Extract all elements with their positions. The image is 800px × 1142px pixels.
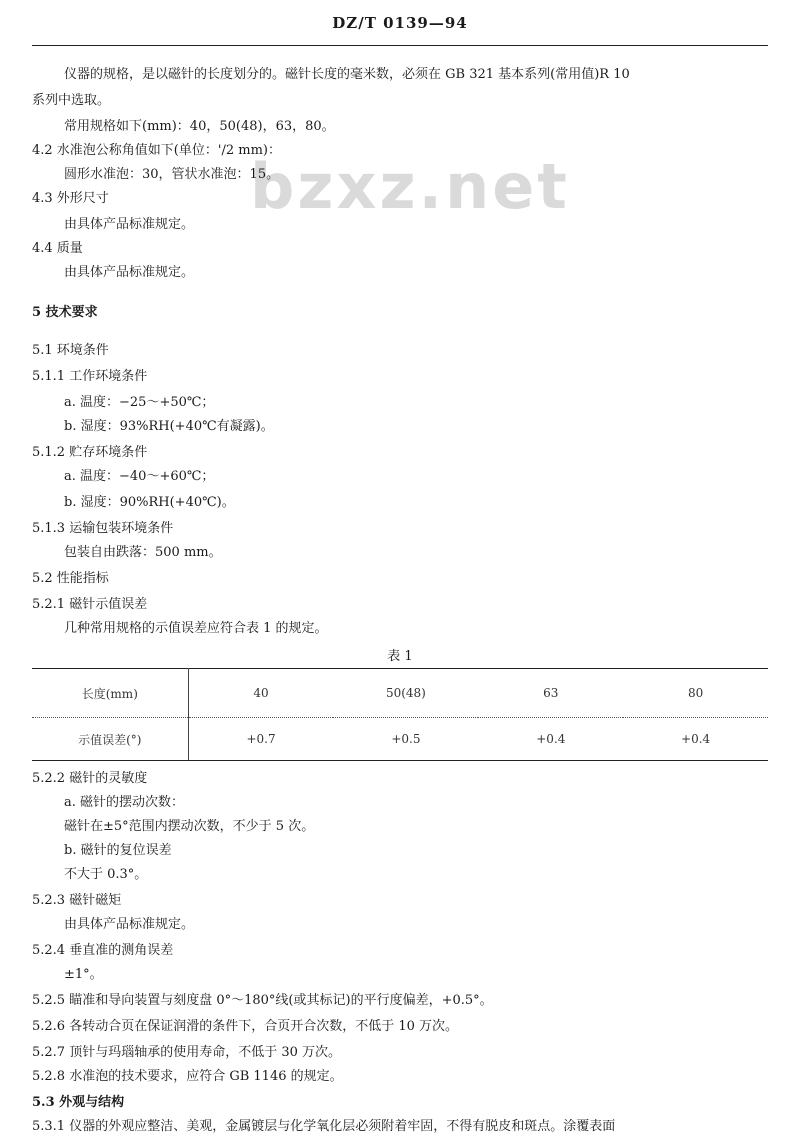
para-line: 磁针在±5°范围内摆动次数，不少于 5 次。 <box>64 819 315 834</box>
table-cell: +0.7 <box>188 718 333 761</box>
watermark: bzxz.net <box>250 150 570 223</box>
list-item: a. 温度：−25～+50℃； <box>64 395 215 410</box>
table-cell: 80 <box>623 669 768 718</box>
list-item: b. 磁针的复位误差 <box>64 843 172 858</box>
section-5-2-7: 5.2.7 顶针与玛瑙轴承的使用寿命，不低于 30 万次。 <box>32 1045 342 1060</box>
para-line: 由具体产品标准规定。 <box>64 265 195 280</box>
table-cell: 63 <box>478 669 623 718</box>
list-item: b. 湿度：90%RH(+40℃)。 <box>64 495 235 510</box>
section-5-2: 5.2 性能指标 <box>32 571 109 586</box>
table-cell: +0.5 <box>333 718 478 761</box>
section-4-4: 4.4 质量 <box>32 241 83 256</box>
para-line: 圆形水准泡：30，管状水准泡：15。 <box>64 167 280 182</box>
standard-code-header: DZ/T 0139—94 <box>332 14 468 32</box>
para-line: 仪器的规格，是以磁针的长度划分的。磁针长度的毫米数，必须在 GB 321 基本系列(常用值)R 10 <box>64 67 630 82</box>
section-5-1-2: 5.1.2 贮存环境条件 <box>32 445 148 460</box>
table-cell: +0.4 <box>478 718 623 761</box>
table-cell: +0.4 <box>623 718 768 761</box>
para-line: 不大于 0.3°。 <box>64 867 148 882</box>
table-header-cell: 示值误差(°) <box>32 718 188 761</box>
table-row <box>32 669 768 718</box>
para-line: 由具体产品标准规定。 <box>64 917 195 932</box>
section-5-3: 5.3 外观与结构 <box>32 1095 125 1110</box>
para-line: 由具体产品标准规定。 <box>64 217 195 232</box>
list-item: b. 湿度：93%RH(+40℃有凝露)。 <box>64 419 274 434</box>
section-5-1: 5.1 环境条件 <box>32 343 109 358</box>
section-5-2-2: 5.2.2 磁针的灵敏度 <box>32 771 148 786</box>
section-5: 5 技术要求 <box>32 305 98 320</box>
para-line: ±1°。 <box>64 967 103 982</box>
section-5-2-3: 5.2.3 磁针磁矩 <box>32 893 122 908</box>
data-table <box>32 668 768 761</box>
table-header-cell: 长度(mm) <box>32 669 188 718</box>
header-rule <box>32 45 768 46</box>
section-5-2-1: 5.2.1 磁针示值误差 <box>32 597 148 612</box>
section-5-3-1: 5.3.1 仪器的外观应整洁、美观，金属镀层与化学氧化层必须附着牢固，不得有脱皮和斑点。涂覆表面 <box>32 1119 616 1134</box>
section-5-2-8: 5.2.8 水准泡的技术要求，应符合 GB 1146 的规定。 <box>32 1069 343 1084</box>
section-4-2: 4.2 水准泡公称角值如下(单位：'/2 mm)： <box>32 143 281 158</box>
para-line: 包装自由跌落：500 mm。 <box>64 545 222 560</box>
table-cell: 40 <box>188 669 333 718</box>
list-item: a. 温度：−40～+60℃； <box>64 469 215 484</box>
section-5-2-6: 5.2.6 各转动合页在保证润滑的条件下，合页开合次数，不低于 10 万次。 <box>32 1019 459 1034</box>
table-row <box>32 718 768 761</box>
para-line: 常用规格如下(mm)：40，50(48)，63，80。 <box>64 119 335 134</box>
section-5-2-5: 5.2.5 瞄准和导向装置与刻度盘 0°～180°线(或其标记)的平行度偏差，+0.5°。 <box>32 993 493 1008</box>
para-line: 几种常用规格的示值误差应符合表 1 的规定。 <box>64 621 328 636</box>
section-4-3: 4.3 外形尺寸 <box>32 191 109 206</box>
table-title: 表 1 <box>387 649 413 664</box>
section-5-1-3: 5.1.3 运输包装环境条件 <box>32 521 174 536</box>
section-5-1-1: 5.1.1 工作环境条件 <box>32 369 148 384</box>
para-line: 系列中选取。 <box>32 93 111 108</box>
section-5-2-4: 5.2.4 垂直准的测角误差 <box>32 943 174 958</box>
table-cell: 50(48) <box>333 669 478 718</box>
list-item: a. 磁针的摆动次数： <box>64 795 185 810</box>
